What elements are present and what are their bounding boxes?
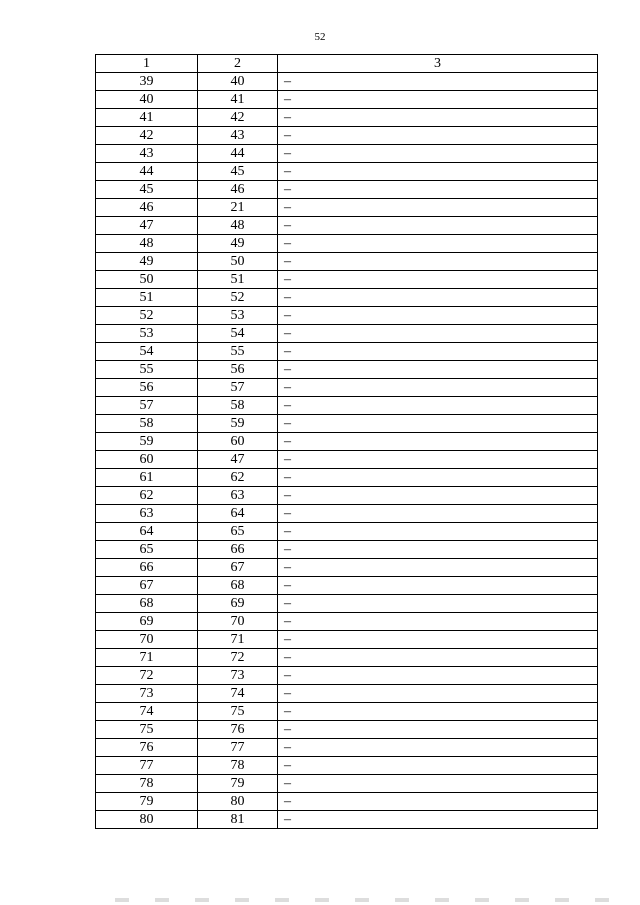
table-cell-col2: 54 [198,325,278,343]
table-cell-col3: – [278,127,598,145]
table-cell-col1: 74 [96,703,198,721]
footer-scan-artifact [115,898,615,902]
table-cell-col2: 41 [198,91,278,109]
table-cell-col2: 58 [198,397,278,415]
table-cell-col2: 57 [198,379,278,397]
table-row [96,793,598,811]
table-cell-col2: 64 [198,505,278,523]
table-cell-col2: 72 [198,649,278,667]
table-row [96,343,598,361]
table-row [96,703,598,721]
table-row [96,541,598,559]
table-cell-col2: 73 [198,667,278,685]
table-cell-col3: – [278,271,598,289]
table-cell-col3: – [278,73,598,91]
table-row [96,145,598,163]
table-cell-col2: 77 [198,739,278,757]
table-row [96,181,598,199]
column-header-3: 3 [278,55,598,73]
table-cell-col1: 58 [96,415,198,433]
table-cell-col2: 65 [198,523,278,541]
table-cell-col3: – [278,91,598,109]
table-cell-col2: 79 [198,775,278,793]
table-cell-col3: – [278,811,598,829]
table-cell-col3: – [278,613,598,631]
table-cell-col3: – [278,739,598,757]
table-cell-col2: 67 [198,559,278,577]
table-cell-col3: – [278,505,598,523]
table-cell-col1: 64 [96,523,198,541]
table-row [96,397,598,415]
table-cell-col1: 44 [96,163,198,181]
table-cell-col3: – [278,577,598,595]
table-row [96,721,598,739]
table-cell-col3: – [278,523,598,541]
table-row [96,685,598,703]
table-cell-col1: 45 [96,181,198,199]
table-row [96,505,598,523]
table-row [96,739,598,757]
table-cell-col1: 80 [96,811,198,829]
table-row [96,649,598,667]
table-cell-col3: – [278,649,598,667]
table-cell-col1: 67 [96,577,198,595]
page-number: 52 [314,31,326,43]
table-cell-col2: 46 [198,181,278,199]
table-cell-col2: 55 [198,343,278,361]
table-row [96,235,598,253]
table-cell-col1: 56 [96,379,198,397]
table-cell-col1: 71 [96,649,198,667]
table-cell-col2: 53 [198,307,278,325]
table-cell-col1: 46 [96,199,198,217]
table-cell-col1: 42 [96,127,198,145]
table-cell-col1: 40 [96,91,198,109]
table-cell-col3: – [278,199,598,217]
table-cell-col1: 50 [96,271,198,289]
table-row [96,487,598,505]
table-cell-col1: 63 [96,505,198,523]
table-cell-col2: 74 [198,685,278,703]
table-cell-col3: – [278,253,598,271]
table-cell-col2: 60 [198,433,278,451]
table-cell-col2: 52 [198,289,278,307]
table-cell-col1: 47 [96,217,198,235]
table-cell-col1: 60 [96,451,198,469]
table-cell-col3: – [278,109,598,127]
table-cell-col1: 75 [96,721,198,739]
table-cell-col2: 42 [198,109,278,127]
table-cell-col3: – [278,469,598,487]
table-cell-col3: – [278,433,598,451]
table-cell-col1: 57 [96,397,198,415]
table-cell-col3: – [278,487,598,505]
table-cell-col1: 43 [96,145,198,163]
table-cell-col3: – [278,397,598,415]
table-cell-col2: 81 [198,811,278,829]
table-row [96,775,598,793]
table-cell-col2: 47 [198,451,278,469]
table-cell-col2: 59 [198,415,278,433]
table-cell-col1: 65 [96,541,198,559]
table-cell-col2: 71 [198,631,278,649]
table-cell-col2: 62 [198,469,278,487]
table-cell-col1: 53 [96,325,198,343]
table-row [96,451,598,469]
table-cell-col1: 55 [96,361,198,379]
table-cell-col2: 21 [198,199,278,217]
table-cell-col3: – [278,451,598,469]
table-cell-col1: 49 [96,253,198,271]
table-cell-col1: 62 [96,487,198,505]
table-cell-col1: 54 [96,343,198,361]
table-cell-col1: 61 [96,469,198,487]
table-cell-col2: 78 [198,757,278,775]
table-cell-col1: 48 [96,235,198,253]
table-row [96,73,598,91]
table-row [96,469,598,487]
table-cell-col3: – [278,289,598,307]
table-cell-col3: – [278,541,598,559]
table-cell-col2: 45 [198,163,278,181]
table-cell-col2: 49 [198,235,278,253]
table-cell-col3: – [278,559,598,577]
table-cell-col3: – [278,181,598,199]
table-cell-col2: 69 [198,595,278,613]
table-cell-col3: – [278,379,598,397]
table-cell-col2: 70 [198,613,278,631]
table-cell-col1: 68 [96,595,198,613]
table-row [96,757,598,775]
table-row [96,325,598,343]
table-cell-col2: 51 [198,271,278,289]
table-cell-col1: 79 [96,793,198,811]
table-cell-col2: 75 [198,703,278,721]
table-row [96,289,598,307]
table-cell-col3: – [278,757,598,775]
table-row [96,577,598,595]
table-cell-col1: 76 [96,739,198,757]
table-cell-col3: – [278,343,598,361]
table-row [96,631,598,649]
table-row [96,523,598,541]
table-cell-col1: 77 [96,757,198,775]
table-row [96,307,598,325]
table-cell-col2: 43 [198,127,278,145]
table-cell-col3: – [278,235,598,253]
table-row [96,199,598,217]
table-cell-col2: 48 [198,217,278,235]
table-cell-col3: – [278,631,598,649]
table-row [96,91,598,109]
table-cell-col2: 68 [198,577,278,595]
table-row [96,127,598,145]
table-row [96,271,598,289]
table-cell-col2: 44 [198,145,278,163]
table-row [96,559,598,577]
table-row [96,163,598,181]
table-cell-col1: 66 [96,559,198,577]
column-header-1: 1 [96,55,198,73]
table-cell-col3: – [278,775,598,793]
table-cell-col1: 78 [96,775,198,793]
table-cell-col3: – [278,145,598,163]
table-cell-col3: – [278,217,598,235]
table-cell-col3: – [278,685,598,703]
table-cell-col1: 69 [96,613,198,631]
table-cell-col1: 39 [96,73,198,91]
table-row [96,217,598,235]
table-cell-col2: 40 [198,73,278,91]
column-header-2: 2 [198,55,278,73]
table-row [96,361,598,379]
table-cell-col1: 41 [96,109,198,127]
table-cell-col2: 76 [198,721,278,739]
table-cell-col2: 56 [198,361,278,379]
table-cell-col3: – [278,595,598,613]
table-row [96,667,598,685]
table-cell-col3: – [278,325,598,343]
table-cell-col1: 70 [96,631,198,649]
table-row [96,595,598,613]
data-table [95,54,598,829]
table-cell-col2: 80 [198,793,278,811]
table-cell-col1: 52 [96,307,198,325]
table-row [96,613,598,631]
table-cell-col2: 50 [198,253,278,271]
table-row [96,109,598,127]
table-cell-col1: 73 [96,685,198,703]
table-cell-col3: – [278,721,598,739]
table-cell-col3: – [278,307,598,325]
table-body [96,73,598,829]
table-cell-col2: 63 [198,487,278,505]
table-cell-col3: – [278,163,598,181]
table-cell-col3: – [278,415,598,433]
table-cell-col3: – [278,361,598,379]
table-cell-col3: – [278,703,598,721]
table-cell-col3: – [278,793,598,811]
header-row [96,55,598,73]
table-cell-col2: 66 [198,541,278,559]
table-row [96,811,598,829]
table-row [96,253,598,271]
table-row [96,415,598,433]
table-row [96,379,598,397]
table-cell-col3: – [278,667,598,685]
table-cell-col1: 72 [96,667,198,685]
table-cell-col1: 51 [96,289,198,307]
table-row [96,433,598,451]
table-cell-col1: 59 [96,433,198,451]
